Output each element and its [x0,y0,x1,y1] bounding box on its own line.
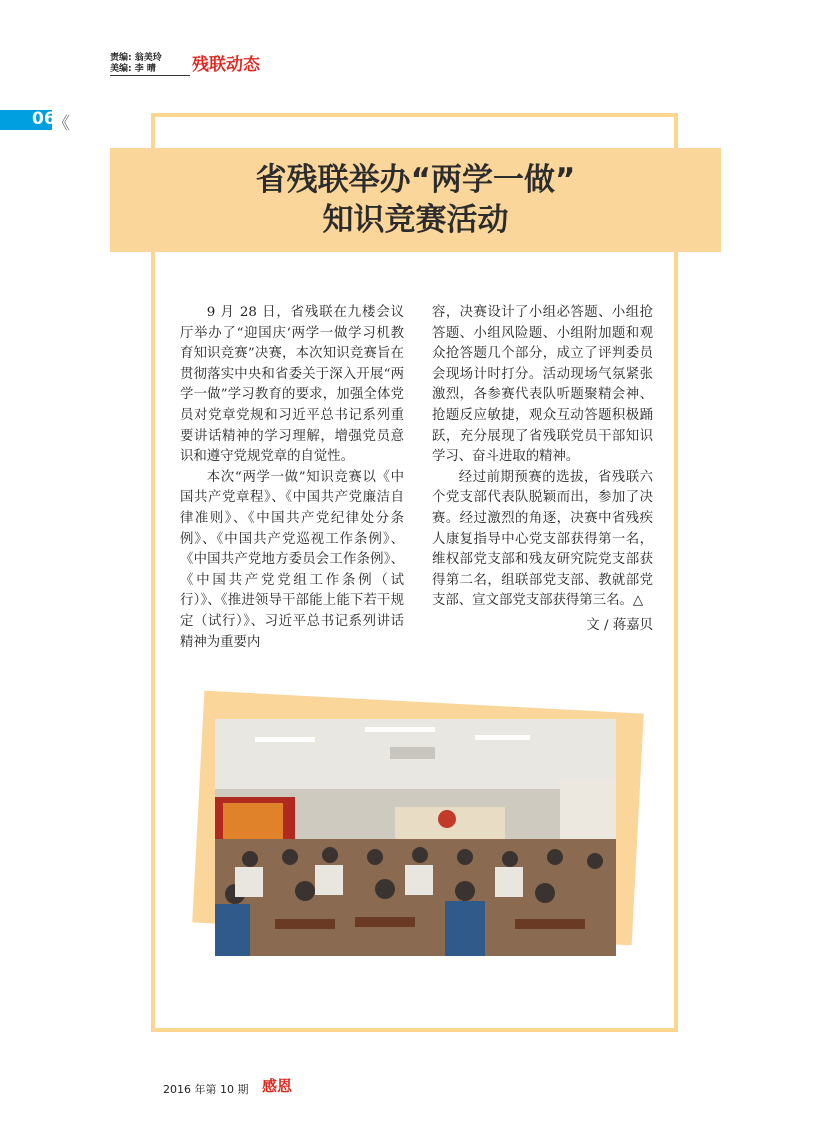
page-number: 06 [32,109,56,129]
magazine-logo: 感恩 [262,1077,293,1095]
article-title-line-2: 知识竞赛活动 [322,202,509,238]
paragraph: 9 月 28 日，省残联在九楼会议厅举办了“迎国庆‘两学一做学习机教育知识竞赛”决赛，本次知识竞赛旨在贯彻落实中央和省委关于深入开展“两学一做”学习教育的要求，加强全体党员对党章党规和习近平总书记系列重要讲话精神的学习理解，增强党员意识和遵守党规党章的自觉性。 [180,305,404,465]
article-title-block [110,148,721,252]
page-arrow-icon: 《 [53,114,70,134]
paragraph: 本次“两学一做”知识竞赛以《中国共产党章程》、《中国共产党廉洁自律准则》、《中国共产党纪律处分条例》、《中国共产党巡视工作条例》、《中国共产党地方委员会工作条例》、《中国共产党党组工作条例（试行）》、《推进领导干部能上能下若干规定（试行）》、习近平总书记系列讲话精神为重要内 [180,469,404,650]
editor-credits [110,53,190,76]
issue-label: 2016 年第 10 期 [163,1083,249,1096]
article-column-left [180,303,404,653]
credit-editor: 责编: 翁美玲 [110,53,162,63]
section-title: 残联动态 [192,55,260,75]
paragraph: 容，决赛设计了小组必答题、小组抢答题、小组风险题、小组附加题和观众抢答题几个部分，成立了评判委员会现场计时打分。活动现场气氛紧张激烈，各参赛代表队听题聚精会神、抢题反应敏捷，观众互动答题积极踊跃，充分展现了省残联党员干部知识学习、奋斗进取的精神。 [432,305,653,465]
conference-room-image [215,719,616,956]
byline: 文 / 蒋嘉贝 [586,617,653,633]
event-photo [215,719,616,956]
article-title-line-1: 省残联举办“两学一做” [255,162,576,198]
paragraph: 经过前期预赛的选拔，省残联六个党支部代表队脱颖而出，参加了决赛。经过激烈的角逐，决赛中省残疾人康复指导中心党支部获得第一名，维权部党支部和残友研究院党支部获得第二名，组联部党支部、教就部党支部、宣文部党支部获得第三名。△ [432,469,653,609]
credit-designer: 美编: 李 晴 [110,64,190,76]
article-column-right [432,303,653,637]
